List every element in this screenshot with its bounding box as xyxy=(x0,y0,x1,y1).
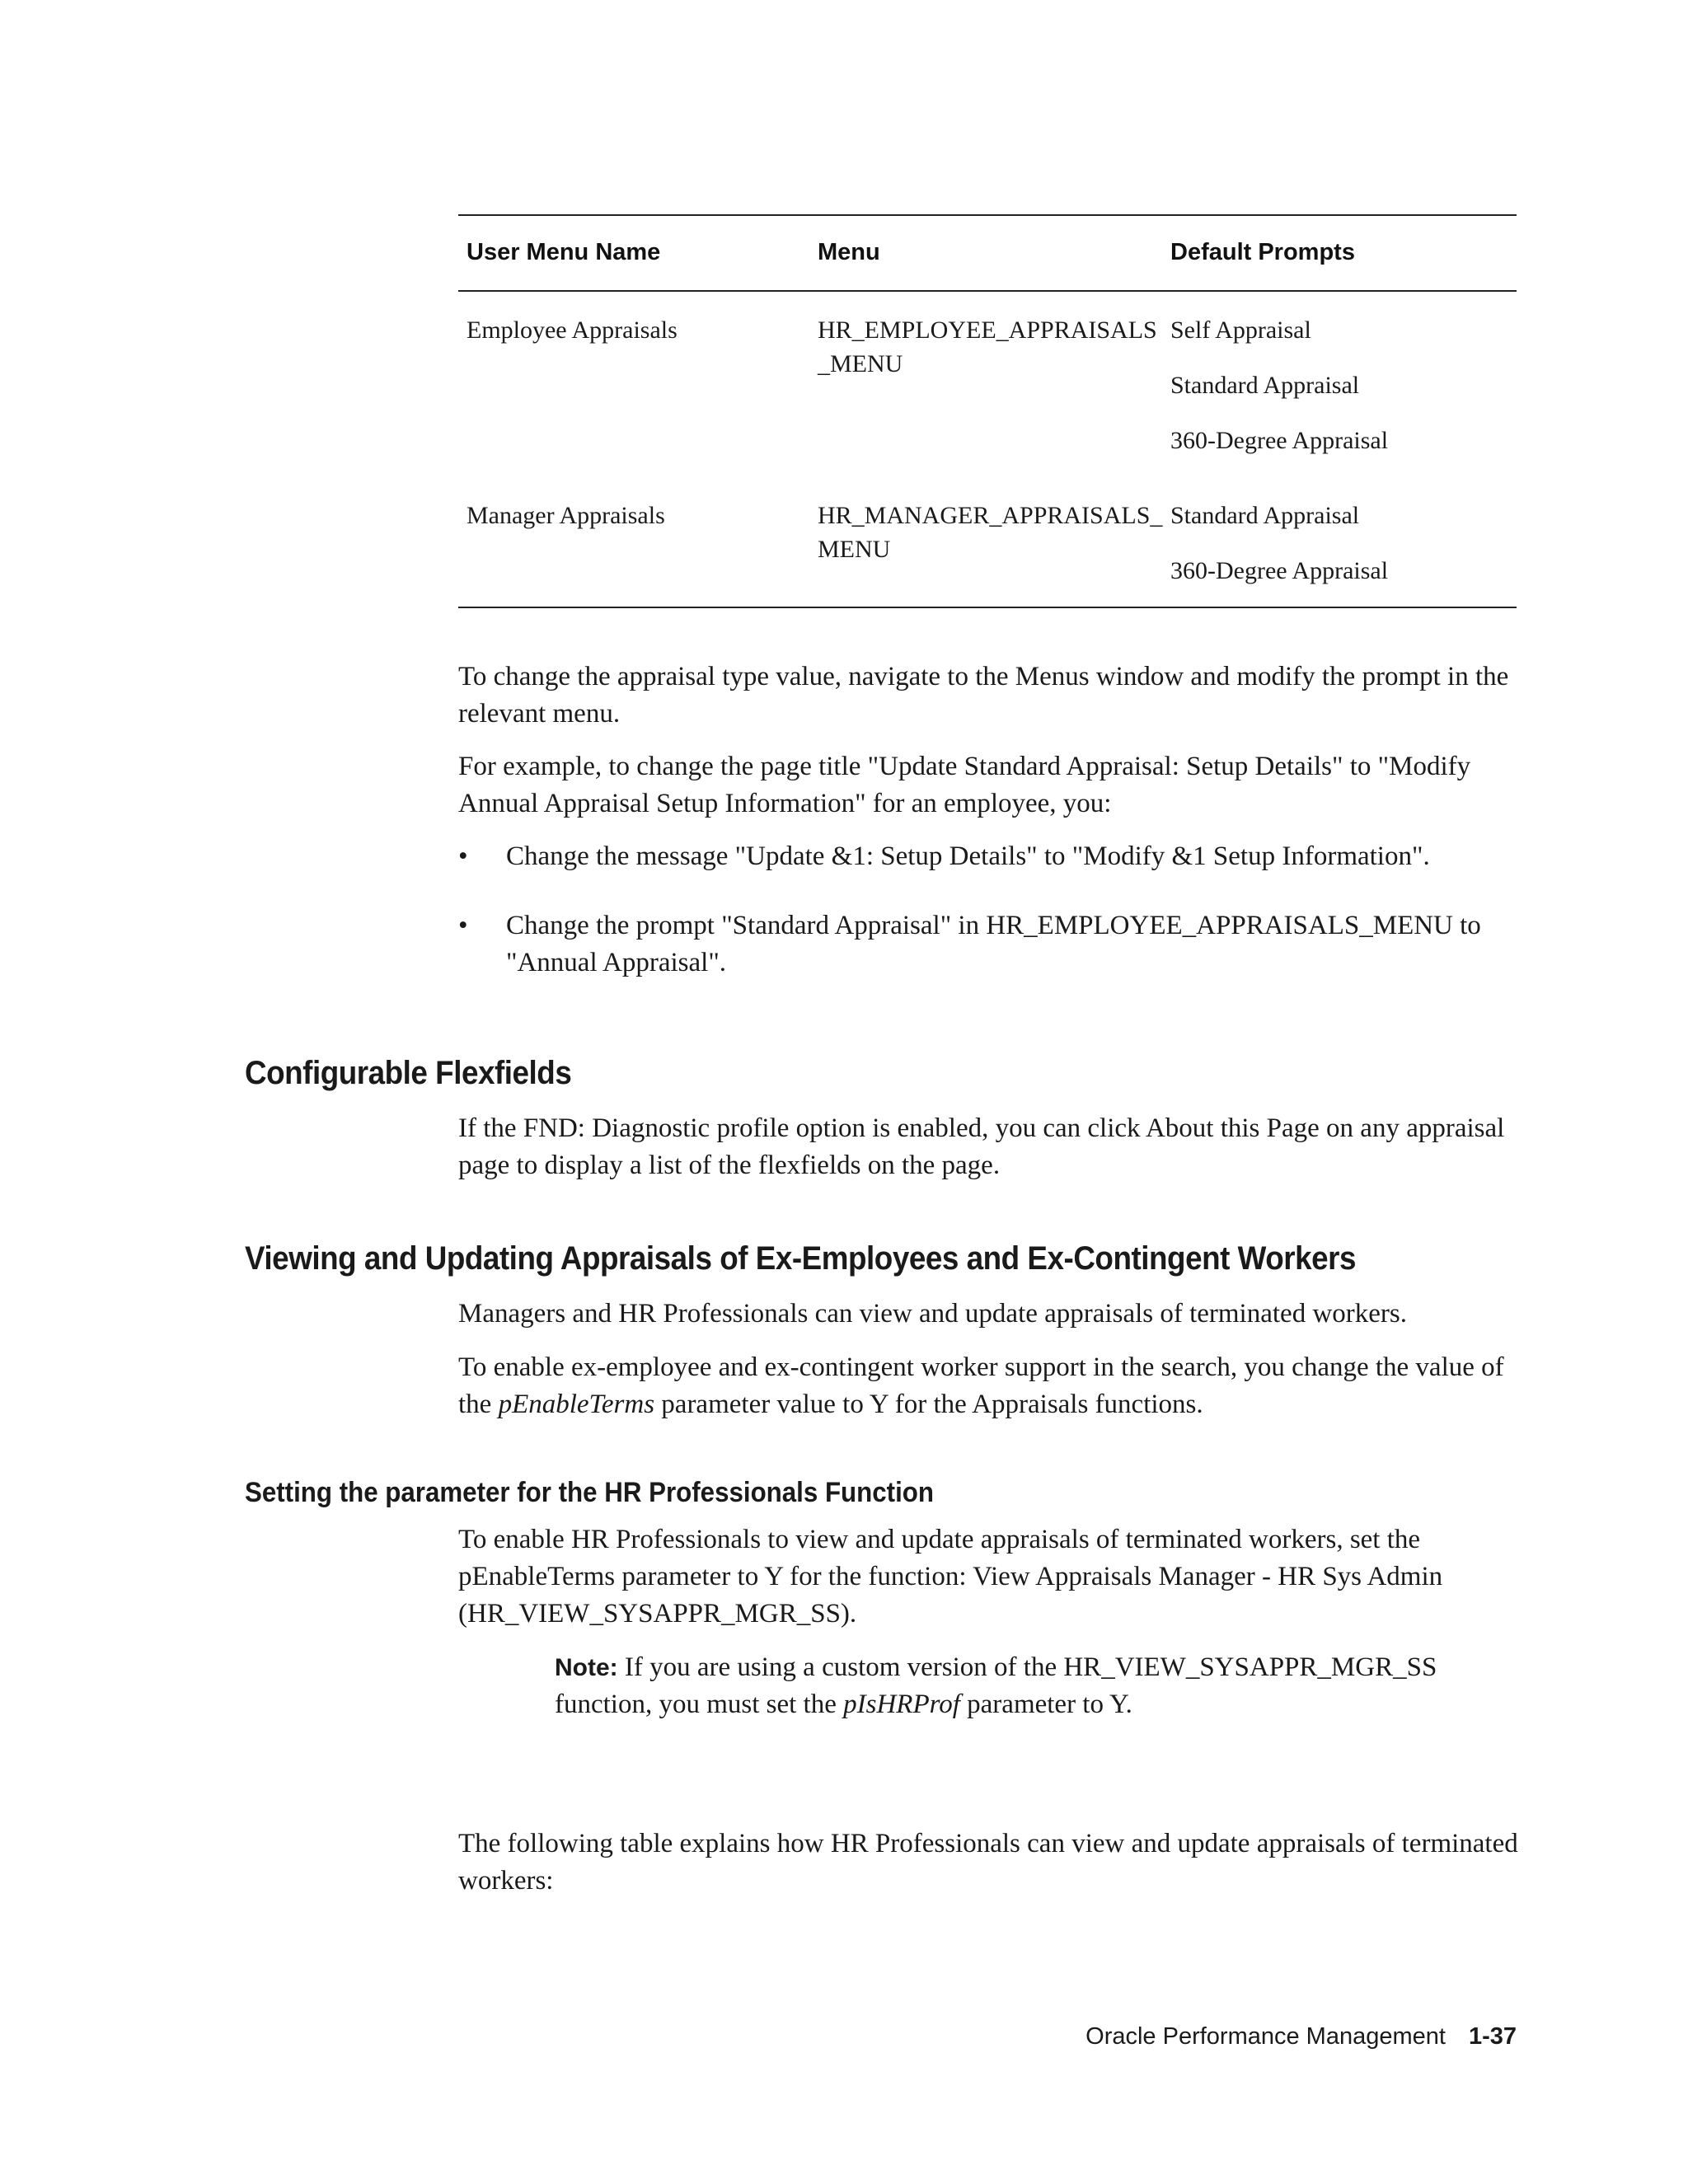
table-cell-user-menu-name: Manager Appraisals xyxy=(467,502,665,529)
table-cell-user-menu-name: Employee Appraisals xyxy=(467,316,678,344)
paragraph: To enable HR Professionals to view and update appraisals of terminated workers, set the pEnableTerms parameter to Y for the function: View Appraisals Manager - HR Sys Admin (HR_VIEW_SYSAPPR_MGR_SS). xyxy=(458,1525,1443,1629)
paragraph: For example, to change the page title "Update Standard Appraisal: Setup Details" to "Modify Annual Appraisal Setup Information" for an employee, you: xyxy=(458,752,1471,818)
table-bottom-rule xyxy=(458,607,1517,608)
table-top-rule xyxy=(458,214,1517,216)
list-item: Change the message "Update &1: Setup Details" to "Modify &1 Setup Information". xyxy=(506,841,1430,871)
table-cell-prompt: 360-Degree Appraisal xyxy=(1170,427,1389,454)
page-footer xyxy=(1085,2023,1517,2050)
column-header-user-menu-name: User Menu Name xyxy=(467,239,661,265)
table-cell-prompt: 360-Degree Appraisal xyxy=(1170,557,1389,584)
note-text: If you are using a custom version of the HR_VIEW_SYSAPPR_MGR_SS function, you must set the xyxy=(555,1652,1437,1719)
parameter-name: pIsHRProf xyxy=(843,1690,960,1719)
note-label: Note: xyxy=(555,1654,618,1681)
parameter-name: pEnableTerms xyxy=(498,1390,655,1419)
paragraph: The following table explains how HR Professionals can view and update appraisals of terminated workers: xyxy=(458,1829,1518,1896)
paragraph-text: To enable ex-employee and ex-contingent worker support in the search, you change the value of the xyxy=(458,1352,1504,1419)
page-number: 1-37 xyxy=(1468,2023,1517,2050)
paragraph: To change the appraisal type value, navigate to the Menus window and modify the prompt in the relevant menu. xyxy=(458,662,1509,729)
column-header-menu: Menu xyxy=(818,239,880,265)
footer-title: Oracle Performance Management xyxy=(1085,2023,1446,2050)
note xyxy=(555,1649,1503,1723)
bullet-icon: • xyxy=(458,841,468,871)
paragraph xyxy=(458,1349,1522,1423)
table-header-rule xyxy=(458,290,1517,292)
section-heading: Viewing and Updating Appraisals of Ex-Employees and Ex-Contingent Workers xyxy=(245,1240,1357,1277)
list-item: Change the prompt "Standard Appraisal" in HR_EMPLOYEE_APPRAISALS_MENU to "Annual Appraisal". xyxy=(506,911,1481,977)
table-cell-menu: HR_EMPLOYEE_APPRAISALS_MENU xyxy=(818,316,1157,377)
paragraph: If the FND: Diagnostic profile option is enabled, you can click About this Page on any appraisal page to display a list of the flexfields on the page. xyxy=(458,1113,1505,1180)
table-cell-menu: HR_MANAGER_APPRAISALS_MENU xyxy=(818,502,1163,563)
section-heading: Configurable Flexfields xyxy=(245,1055,572,1091)
note-text: parameter to Y. xyxy=(959,1690,1132,1719)
paragraph: Managers and HR Professionals can view and update appraisals of terminated workers. xyxy=(458,1299,1407,1329)
table-cell-prompt: Standard Appraisal xyxy=(1170,502,1360,529)
bullet-icon: • xyxy=(458,911,468,940)
subsection-heading: Setting the parameter for the HR Professionals Function xyxy=(245,1477,934,1508)
table-cell-prompt: Self Appraisal xyxy=(1170,316,1311,344)
paragraph-text: parameter value to Y for the Appraisals functions. xyxy=(654,1390,1203,1419)
table-cell-prompt: Standard Appraisal xyxy=(1170,372,1360,399)
column-header-default-prompts: Default Prompts xyxy=(1170,239,1355,265)
